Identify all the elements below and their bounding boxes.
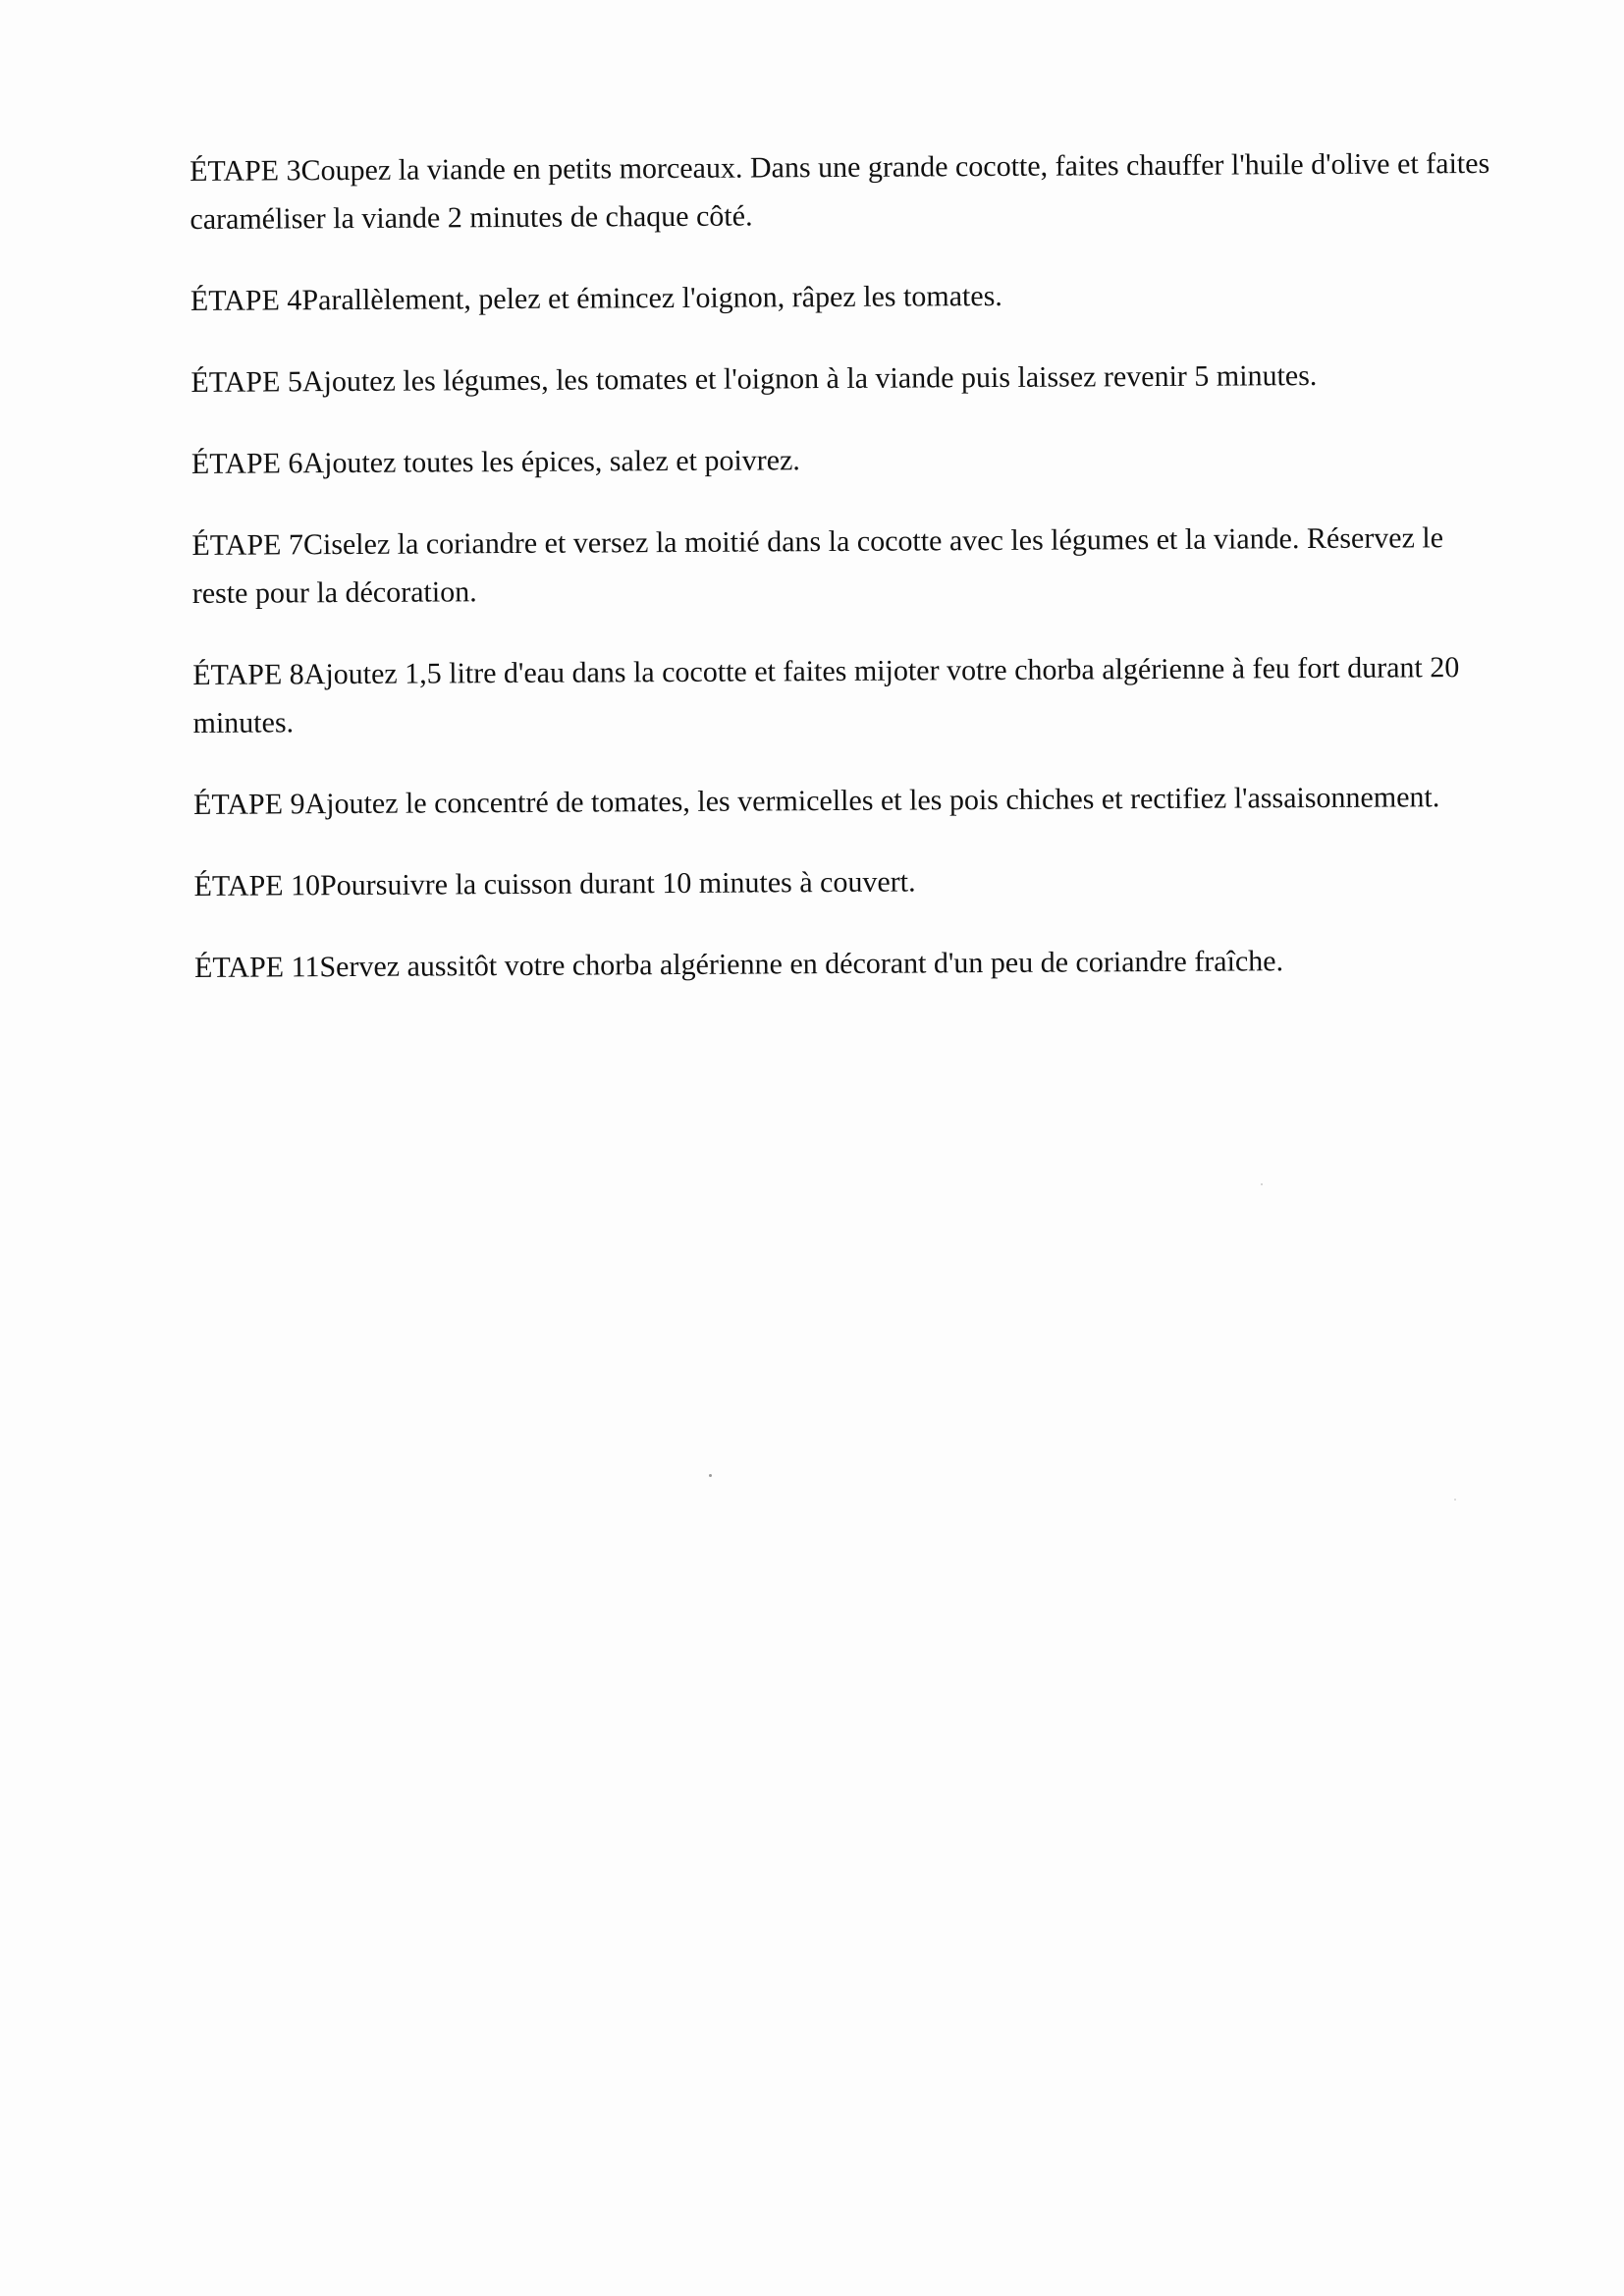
recipe-step xyxy=(191,514,1498,618)
step-text: Poursuivre la cuisson durant 10 minutes à couvert. xyxy=(319,865,916,902)
step-label: ÉTAPE 5 xyxy=(190,365,302,399)
scan-speck xyxy=(709,1474,712,1477)
step-text: Ajoutez toutes les épices, salez et poivrez. xyxy=(302,444,800,480)
recipe-step xyxy=(192,643,1499,747)
recipe-step xyxy=(190,351,1496,407)
step-text: Servez aussitôt votre chorba algérienne en décorant d'un peu de coriandre fraîche. xyxy=(319,945,1284,984)
recipe-step xyxy=(194,936,1500,992)
recipe-step xyxy=(191,432,1497,488)
scan-speck xyxy=(1454,1499,1456,1501)
scan-speck xyxy=(1261,1183,1263,1185)
recipe-step xyxy=(193,773,1499,829)
step-text: Ajoutez 1,5 litre d'eau dans la cocotte et faites mijoter votre chorba algérienne à feu fort durant 20 minutes. xyxy=(192,651,1460,739)
step-label: ÉTAPE 4 xyxy=(189,284,302,317)
step-label: ÉTAPE 9 xyxy=(192,788,305,821)
recipe-step xyxy=(190,269,1496,325)
step-label: ÉTAPE 6 xyxy=(190,447,303,480)
step-text: Ciselez la coriandre et versez la moitié dans la cocotte avec les légumes et la viande. Réservez le reste pour la décoration. xyxy=(191,521,1444,610)
step-label: ÉTAPE 3 xyxy=(189,154,301,188)
step-label: ÉTAPE 11 xyxy=(194,951,320,984)
step-label: ÉTAPE 7 xyxy=(191,528,304,562)
step-text: Ajoutez les légumes, les tomates et l'oignon à la viande puis laissez revenir 5 minutes. xyxy=(301,358,1318,399)
step-text: Ajoutez le concentré de tomates, les vermicelles et les pois chiches et rectifiez l'assaisonnement. xyxy=(304,781,1440,821)
recipe-step xyxy=(193,854,1499,910)
recipe-step xyxy=(189,139,1496,244)
step-label: ÉTAPE 8 xyxy=(192,658,304,691)
step-label: ÉTAPE 10 xyxy=(193,869,321,902)
step-text: Coupez la viande en petits morceaux. Dans une grande cocotte, faites chauffer l'huile d'olive et faites caraméliser la viande 2 minutes de chaque côté. xyxy=(189,146,1490,236)
step-text: Parallèlement, pelez et émincez l'oignon, râpez les tomates. xyxy=(301,279,1002,317)
recipe-steps-list xyxy=(189,139,1500,1025)
